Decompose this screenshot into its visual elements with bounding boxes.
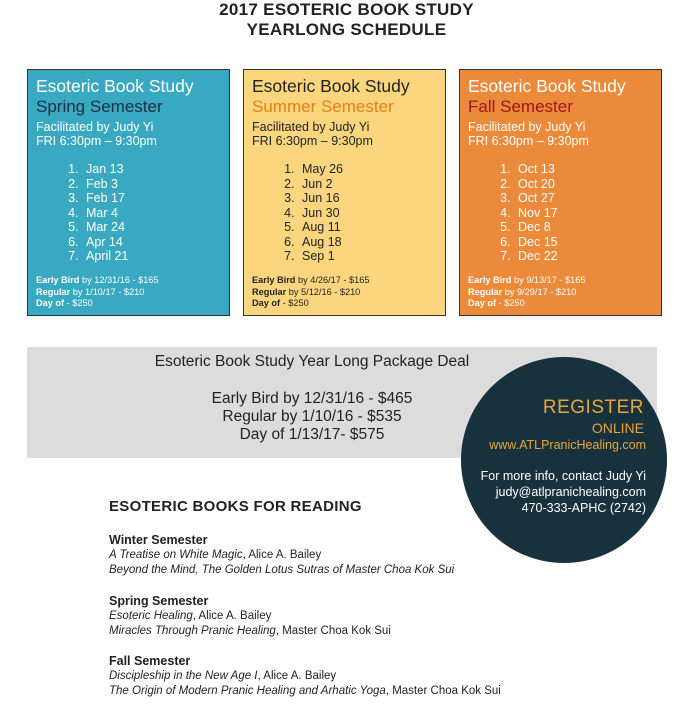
regular-label: Regular [36, 286, 71, 297]
date-item: 2. Oct 20 [514, 177, 661, 192]
book-author: , Alice A. Bailey [242, 549, 322, 561]
date-item: 1. May 26 [298, 162, 445, 177]
regular-price: by 9/29/17 - $210 [504, 286, 577, 297]
contact-text: For more info, contact Judy Yi [480, 469, 646, 483]
date-item: 1. Oct 13 [514, 162, 661, 177]
session-time: FRI 6:30pm – 9:30pm [468, 134, 589, 148]
facilitator: Facilitated by Judy Yi [252, 120, 370, 134]
date-item: 2. Jun 2 [298, 177, 445, 192]
date-item: 6. Aug 18 [298, 235, 445, 250]
day-of-label: Day of [252, 298, 281, 308]
facilitator: Facilitated by Judy Yi [468, 120, 586, 134]
pricing [36, 275, 159, 310]
regular-label: Regular [252, 286, 287, 297]
book-line [109, 669, 501, 684]
fall-semester-box [459, 69, 662, 316]
register-online: ONLINE [591, 420, 644, 436]
semester-name: Summer Semester [252, 97, 394, 116]
contact-email-link[interactable]: judy@atlpranichealing.com [495, 485, 646, 499]
date-item: 3. Jun 16 [298, 191, 445, 206]
package-early-bird: Early Bird by 12/31/16 - $465 [211, 390, 413, 407]
date-item: 2. Feb 3 [82, 177, 229, 192]
book-title: Esoteric Healing [109, 610, 193, 622]
date-item: 5. Mar 24 [82, 220, 229, 235]
session-time: FRI 6:30pm – 9:30pm [36, 134, 157, 148]
box-title: Esoteric Book Study [468, 76, 626, 96]
facilitator: Facilitated by Judy Yi [36, 120, 154, 134]
early-bird-label: Early Bird [36, 275, 80, 285]
date-item: 4. Jun 30 [298, 206, 445, 221]
register-url-link[interactable]: www.ATLPranicHealing.com [489, 438, 646, 452]
semester-name: Fall Semester [468, 97, 573, 116]
regular-price: by 1/10/17 - $210 [72, 286, 145, 297]
date-item: 7. Sep 1 [298, 249, 445, 264]
date-item: 4. Mar 4 [82, 206, 229, 221]
date-item: 3. Feb 17 [82, 191, 229, 206]
summer-semester-box [243, 69, 446, 316]
day-of-label: Day of [468, 298, 497, 308]
early-bird-label: Early Bird [252, 275, 296, 285]
page-subtitle: YEARLONG SCHEDULE [246, 20, 447, 39]
book-author: , Master Choa Kok Sui [275, 625, 391, 637]
contact-phone: 470-333-APHC (2742) [521, 501, 646, 515]
book-line [109, 563, 454, 578]
book-author: , Alice A. Bailey [257, 670, 337, 682]
semester-name: Spring Semester [36, 97, 163, 116]
regular-price: by 5/12/16 - $210 [288, 286, 361, 297]
box-title: Esoteric Book Study [36, 76, 194, 96]
date-list [36, 162, 229, 264]
date-item: 5. Dec 8 [514, 220, 661, 235]
package-heading: Esoteric Book Study Year Long Package Deal [154, 353, 470, 370]
books-fall [109, 653, 501, 699]
books-spring [109, 593, 391, 639]
date-item: 7. April 21 [82, 249, 229, 264]
register-badge[interactable] [461, 357, 667, 563]
semester-heading: Spring Semester [109, 594, 209, 608]
semester-heading: Fall Semester [109, 654, 191, 668]
book-author: , Alice A. Bailey [192, 610, 272, 622]
box-title: Esoteric Book Study [252, 76, 410, 96]
register-title: REGISTER [542, 397, 644, 418]
book-title: Beyond the Mind, The Golden Lotus Sutras of Master Choa Kok Sui [109, 564, 455, 576]
day-of-label: Day of [36, 298, 65, 308]
session-time: FRI 6:30pm – 9:30pm [252, 134, 373, 148]
day-of-price: - $250 [498, 298, 525, 308]
date-item: 3. Oct 27 [514, 191, 661, 206]
date-item: 7. Dec 22 [514, 249, 661, 264]
book-line [109, 609, 391, 624]
spring-semester-box [27, 69, 230, 316]
date-list [252, 162, 445, 264]
early-bird-price: by 9/13/17 - $165 [513, 275, 586, 285]
books-heading: ESOTERIC BOOKS FOR READING [109, 498, 362, 515]
books-winter [109, 532, 454, 578]
page-title: 2017 ESOTERIC BOOK STUDY [219, 0, 474, 19]
regular-label: Regular [468, 286, 503, 297]
book-title: Discipleship in the New Age I [109, 670, 258, 682]
early-bird-price: by 12/31/16 - $165 [81, 275, 159, 285]
day-of-price: - $250 [282, 298, 309, 308]
early-bird-price: by 4/26/17 - $165 [297, 275, 370, 285]
early-bird-label: Early Bird [468, 275, 512, 285]
book-line [109, 684, 501, 699]
book-title: The Origin of Modern Pranic Healing and Arhatic Yoga [109, 685, 386, 697]
pricing [252, 275, 369, 310]
date-list [468, 162, 661, 264]
book-author: , Master Choa Kok Sui [385, 685, 501, 697]
package-day-of: Day of 1/13/17- $575 [239, 426, 385, 443]
semester-heading: Winter Semester [109, 533, 208, 547]
date-item: 6. Apr 14 [82, 235, 229, 250]
book-line [109, 548, 454, 563]
pricing [468, 275, 585, 310]
book-title: A Treatise on White Magic [109, 549, 243, 561]
date-item: 6. Dec 15 [514, 235, 661, 250]
date-item: 4. Nov 17 [514, 206, 661, 221]
book-title: Miracles Through Pranic Healing [109, 625, 276, 637]
day-of-price: - $250 [66, 298, 93, 308]
book-line [109, 624, 391, 639]
date-item: 1. Jan 13 [82, 162, 229, 177]
package-regular: Regular by 1/10/16 - $535 [222, 408, 402, 425]
date-item: 5. Aug 11 [298, 220, 445, 235]
